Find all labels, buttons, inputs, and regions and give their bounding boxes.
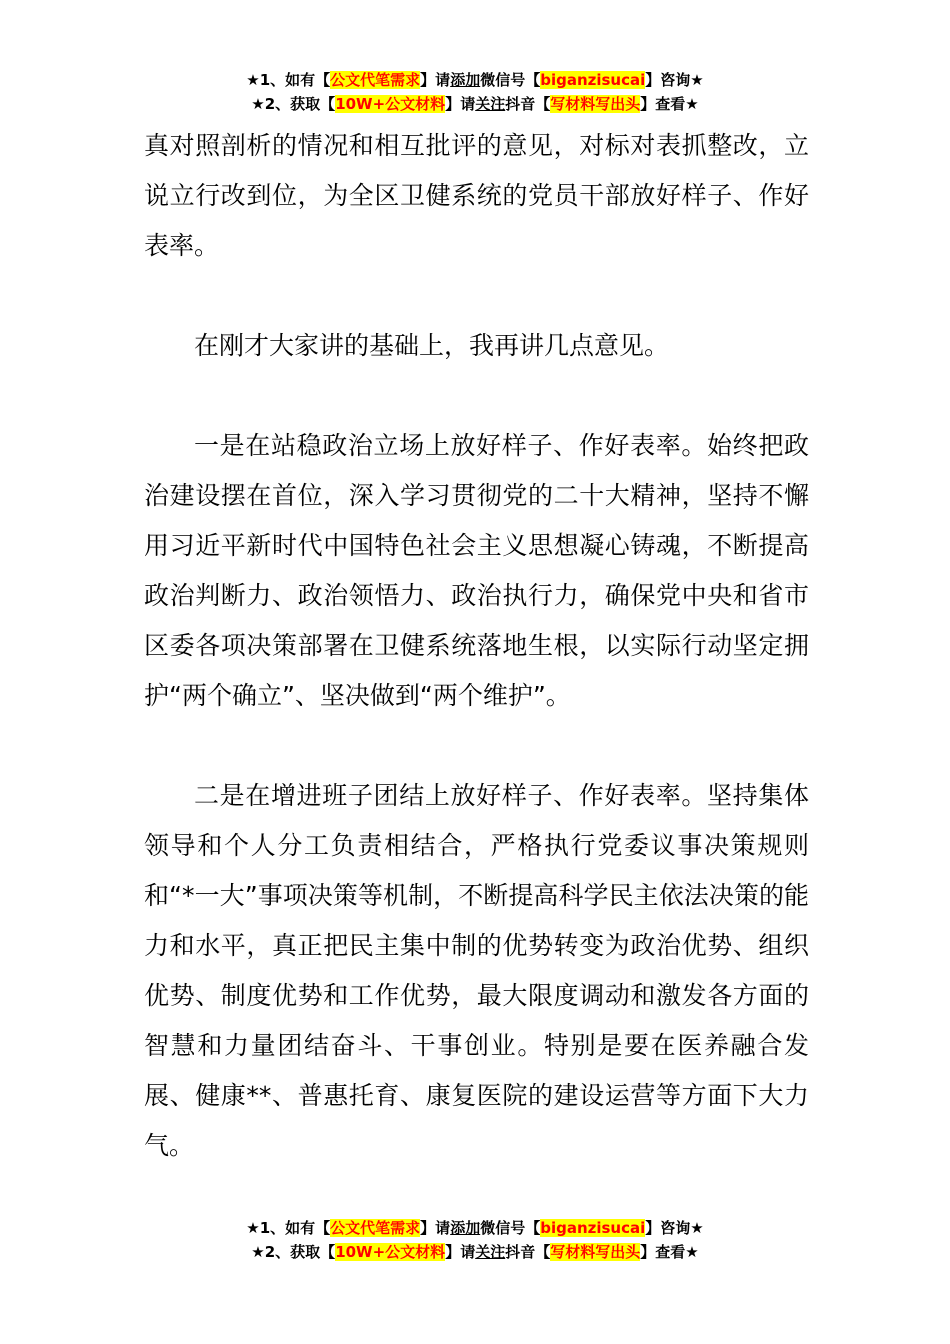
banner-highlight: 10W+公文材料 [335, 95, 446, 113]
banner-emphasis: 关注 [475, 1243, 506, 1261]
banner-text: 抖音【 [505, 1243, 551, 1261]
paragraph-intro: 在刚才大家讲的基础上，我再讲几点意见。 [194, 331, 670, 360]
paragraph-gap [144, 721, 809, 771]
banner-highlight: 写材料写出头 [550, 95, 641, 113]
banner-highlight: 10W+公文材料 [335, 1243, 446, 1261]
banner-text: ★2、获取【 [251, 95, 336, 113]
banner-text: 】查看★ [640, 95, 699, 113]
banner-highlight: biganzisucai [540, 71, 646, 89]
banner-text: ★2、获取【 [251, 1243, 336, 1261]
banner-line-1 [0, 1216, 950, 1240]
banner-text: 抖音【 [505, 95, 551, 113]
paragraph-gap [144, 371, 809, 421]
paragraph-continuation: 真对照剖析的情况和相互批评的意见，对标对表抓整改，立说立行改到位，为全区卫健系统的党员干部放好样子、作好表率。 [144, 131, 809, 260]
banner-line-2 [0, 92, 950, 116]
banner-highlight: 公文代笔需求 [330, 71, 421, 89]
banner-highlight: biganzisucai [540, 1219, 646, 1237]
paragraph-gap [144, 271, 809, 321]
paragraph-point-one: 一是在站稳政治立场上放好样子、作好表率。始终把政治建设摆在首位，深入学习贯彻党的二十大精神，坚持不懈用习近平新时代中国特色社会主义思想凝心铸魂，不断提高政治判断力、政治领悟力、政治执行力，确保党中央和省市区委各项决策部署在卫健系统落地生根，以实际行动坚定拥护“两个确立”、坚决做到“两个维护”。 [144, 431, 809, 710]
banner-text: 】咨询★ [645, 71, 704, 89]
banner-text: 】咨询★ [645, 1219, 704, 1237]
header-banner [0, 68, 950, 116]
banner-text: 微信号【 [480, 1219, 541, 1237]
banner-text: 】请 [445, 1243, 476, 1261]
banner-line-1 [0, 68, 950, 92]
banner-text: 】查看★ [640, 1243, 699, 1261]
footer-banner [0, 1216, 950, 1264]
paragraph-point-two: 二是在增进班子团结上放好样子、作好表率。坚持集体领导和个人分工负责相结合，严格执行党委议事决策规则和“*一大”事项决策等机制，不断提高科学民主依法决策的能力和水平，真正把民主集中制的优势转变为政治优势、组织优势、制度优势和工作优势，最大限度调动和激发各方面的智慧和力量团结奋斗、干事创业。特别是要在医养融合发展、健康**、普惠托育、康复医院的建设运营等方面下大力气。 [144, 781, 809, 1160]
banner-text: 】请 [420, 71, 451, 89]
banner-text: ★1、如有【 [246, 71, 331, 89]
banner-emphasis: 关注 [475, 95, 506, 113]
banner-text: ★1、如有【 [246, 1219, 331, 1237]
banner-text: 】请 [420, 1219, 451, 1237]
banner-highlight: 写材料写出头 [550, 1243, 641, 1261]
banner-highlight: 公文代笔需求 [330, 1219, 421, 1237]
banner-emphasis: 添加 [450, 71, 481, 89]
banner-emphasis: 添加 [450, 1219, 481, 1237]
banner-line-2 [0, 1240, 950, 1264]
document-body [144, 121, 809, 1171]
banner-text: 】请 [445, 95, 476, 113]
banner-text: 微信号【 [480, 71, 541, 89]
